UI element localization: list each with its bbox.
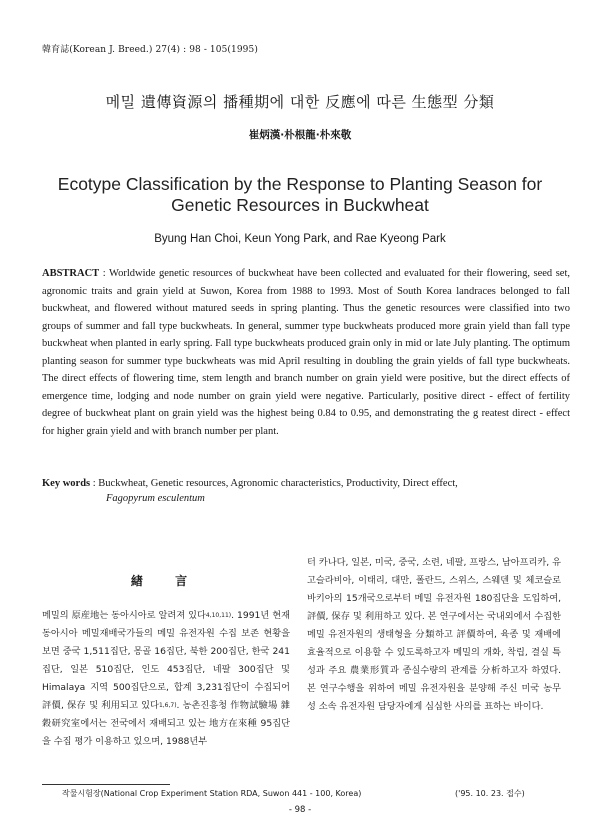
keywords-separator: : xyxy=(90,478,99,489)
journal-header: 韓育誌(Korean J. Breed.) 27(4) : 98 - 105(1995) xyxy=(42,45,258,55)
title-english xyxy=(0,174,600,216)
affiliation-footnote: 작물시험장(National Crop Experiment Station RDA, Suwon 441 - 100, Korea) xyxy=(62,789,362,798)
received-date: ('95. 10. 23. 접수) xyxy=(455,789,525,798)
footnote-divider xyxy=(42,784,170,785)
title-korean: 메밀 遺傳資源의 播種期에 대한 反應에 따른 生態型 分類 xyxy=(105,93,495,111)
keywords-list: Buckwheat, Genetic resources, Agronomic characteristics, Productivity, Direct effect, xyxy=(98,478,458,489)
authors-english: Byung Han Choi, Keun Yong Park, and Rae Kyeong Park xyxy=(154,233,446,245)
keywords-label: Key words xyxy=(42,478,91,489)
intro-left-text xyxy=(42,607,290,751)
intro-right-column xyxy=(307,554,561,716)
page-number: - 98 - xyxy=(288,805,312,815)
section-heading-introduction: 緖 言 xyxy=(130,574,202,588)
intro-right-text: 터 카나다, 일본, 미국, 중국, 소련, 네팔, 프랑스, 남아프리카, 유고슬라비아, 이태리, 대만, 폴란드, 스위스, 스웨덴 및 체코슬로바키아의 15개국으로부터 메밀 유전자원 180집단을 도입하여, 評價, 保存 및 利用하고 있다. 본 연구에서는 국내외에서 수집한 메밀 유전자원의 생태형을 分類하고 評價하여, 육종 및 재배에 효율적으로 이용할 수 있도록하고자 메밀의 개화, 착립, 결실 특성과 주요 農業形質과 종실수량의 관계를 分析하고자 하였다. 본 연구수행을 위하여 메밀 유전자원을 분양해 주신 미국 농무성 소속 유전자원 담당자에게 심심한 사의를 표하는 바이다. xyxy=(307,557,561,712)
authors-korean: 崔炳漢·朴根龍·朴來敬 xyxy=(248,129,352,141)
intro-left-p3: . 농촌진흥청 作物試驗場 雜穀研究室에서는 전국에서 재배되고 있는 地方在來種 95집단을 수집 평가 이용하고 있으며, 1988년부 xyxy=(42,700,290,747)
keywords-scientific-name: Fagopyrum esculentum xyxy=(106,493,205,504)
intro-left-p1: 메밀의 原産地는 동아시아로 알려져 있다 xyxy=(42,610,206,621)
title-english-line1: Ecotype Classification by the Response to Planting Season for xyxy=(57,174,543,194)
abstract-label: ABSTRACT xyxy=(42,268,100,279)
intro-left-column xyxy=(42,560,290,751)
abstract-text: Worldwide genetic resources of buckwheat have been collected and evaluated for their flowering, seed set, agronomic traits and grain yield at Suwon, Korea from 1988 to 1993. Most of South Korea landraces belonged to fall buckwheat, and flowered without matured seeds in spring planting. Thus the genetic resources were classified into two groups of summer and fall type buckwheats. In general, summer type buckwheats produced more grain yield than fall type buckwheat when planted in early spring. Fall type buckwheats produced grain only in mid or late July planting. The optimum planting season for summer type buckwheats was mid April resulting in doubling the grain yields of fall type buckwheats. The direct effects of flowering time, stem length and branch number on grain yield were positive, but the direct effects of emergence time, lodging and node number on grain yield were negative. Particularly, positive direct - effect of fertility degree of buckwheat plant on grain yield was the highest being 0.84 to 0.95, and demonstrating the g reatest direct - effect for higher grain yield and with branch number per plant. xyxy=(42,268,570,437)
title-english-line2: Genetic Resources in Buckwheat xyxy=(171,195,429,215)
citation-ref: 4,10,11) xyxy=(205,612,232,619)
abstract xyxy=(42,265,570,440)
intro-left-p2: . 1991년 현재 동아시아 메밀재배국가들의 메밀 유전자원 수집 보존 현황을 보면 중국 1,511집단, 몽골 16집단, 북한 200집단, 한국 241집단, 일본 510집단, 인도 453집단, 네팔 300집단 및 Himalaya 지역 500집단으로, 합계 3,231집단이 수집되어 評價, 保存 및 利用되고 있다 xyxy=(42,610,290,711)
citation-ref: 1,6,7) xyxy=(158,702,177,709)
abstract-separator: : xyxy=(99,268,110,279)
keywords xyxy=(42,476,570,506)
